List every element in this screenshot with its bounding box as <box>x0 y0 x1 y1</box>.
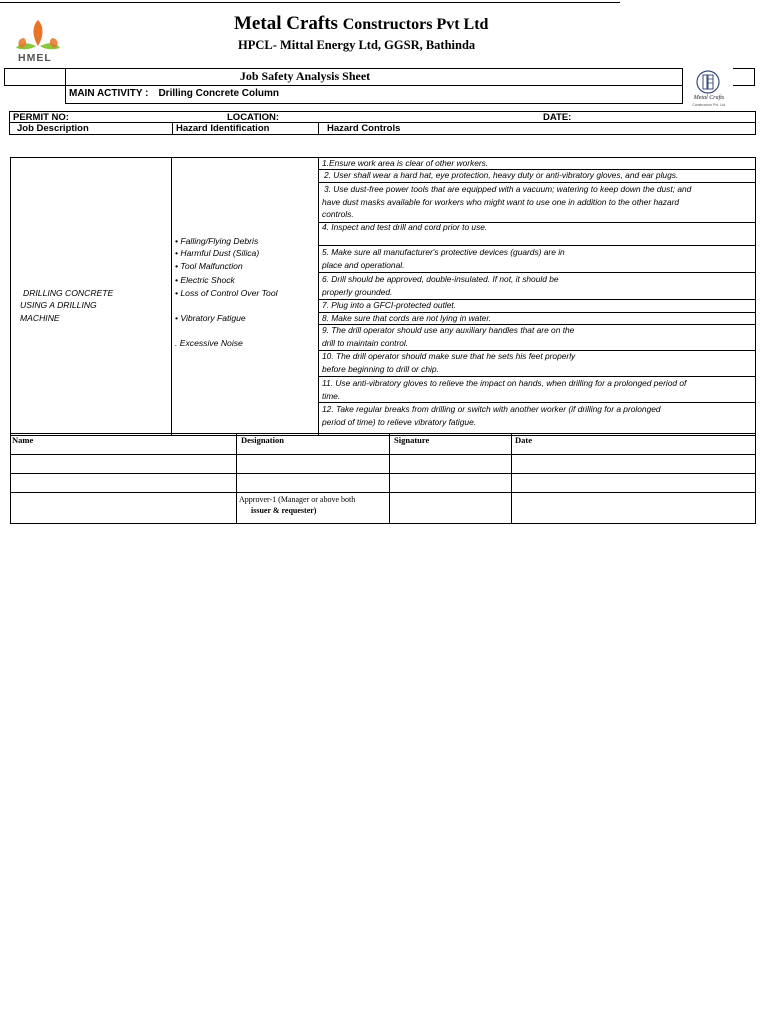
top-rule <box>0 2 620 3</box>
control-item-8 <box>322 312 752 325</box>
sig-row-divider <box>10 473 756 474</box>
hazard-item: • Falling/Flying Debris <box>175 236 259 246</box>
date-label: DATE: <box>543 112 572 123</box>
job-description-line: DRILLING CONCRETE <box>23 288 114 298</box>
control-line: 9. The drill operator should use any auxiliary handles that are on the <box>322 325 575 335</box>
control-item-3 <box>322 183 752 221</box>
header-divider-1 <box>172 122 173 135</box>
job-description-line: MACHINE <box>20 312 60 323</box>
control-line: 3. Use dust-free power tools that are equipped with a vacuum; watering to keep down the dust; and <box>324 184 692 194</box>
control-line: time. <box>322 390 341 401</box>
control-item-5 <box>322 246 752 271</box>
company-name <box>234 13 488 35</box>
control-line: 10. The drill operator should make sure that he sets his feet properly <box>322 351 576 361</box>
hazard-item: • Tool Malfunction <box>175 261 243 271</box>
table-divider-1 <box>171 157 172 435</box>
col-job-description: Job Description <box>17 123 89 134</box>
main-activity-label: MAIN ACTIVITY : <box>69 88 149 99</box>
control-line: place and operational. <box>322 259 405 270</box>
sig-divider-3 <box>511 433 512 524</box>
approver-label <box>239 494 389 516</box>
control-line: controls. <box>322 209 354 219</box>
col-hazard-identification: Hazard Identification <box>176 123 270 134</box>
control-item-10 <box>322 350 752 375</box>
hazard-item: • Harmful Dust (Silica) <box>175 248 260 258</box>
table-divider-2 <box>318 157 319 435</box>
control-line: 2. User shall wear a hard hat, eye protection, heavy duty or anti-vibratory gloves, and ear plugs. <box>324 170 679 180</box>
control-item-6 <box>322 273 752 298</box>
title-divider <box>65 85 683 86</box>
sig-col-date: Date <box>515 435 532 445</box>
job-description <box>20 287 160 324</box>
metal-crafts-logo-text: Metal Crafts <box>693 95 725 101</box>
control-line: have dust masks available for workers who might want to use one in addition to the other hazard <box>322 196 680 207</box>
control-line: 6. Drill should be approved, double-insulated. If not, it should be <box>322 274 559 284</box>
control-line: 11. Use anti-vibratory gloves to relieve the impact on hands, when drilling for a prolonged period of <box>322 378 687 388</box>
frame-right <box>733 68 755 86</box>
control-item-2 <box>322 169 752 182</box>
sig-row-divider <box>10 454 756 455</box>
col-hazard-controls: Hazard Controls <box>327 123 401 134</box>
hazard-item: • Electric Shock <box>175 275 235 285</box>
sig-divider-1 <box>236 433 237 524</box>
control-line: 1.Ensure work area is clear of other workers. <box>322 158 489 168</box>
company-name-main: Metal Crafts <box>234 13 338 34</box>
hazard-item: • Loss of Control Over Tool <box>175 288 278 298</box>
hmel-logo-text: HMEL <box>18 52 52 64</box>
control-item-7 <box>322 299 752 312</box>
sheet-title: Job Safety Analysis Sheet <box>239 69 371 83</box>
control-item-11 <box>322 377 752 402</box>
metal-crafts-logo-subtext: Constructors Pvt. Ltd. <box>692 103 726 107</box>
approver-line: issuer & requester) <box>251 506 317 515</box>
location-label: LOCATION: <box>227 112 280 123</box>
sig-row-divider <box>10 492 756 493</box>
company-subtitle: HPCL- Mittal Energy Ltd, GGSR, Bathinda <box>238 38 476 52</box>
control-item-9 <box>322 324 752 349</box>
sig-divider-2 <box>389 433 390 524</box>
control-item-4 <box>322 221 752 234</box>
control-line: 5. Make sure all manufacturer's protective devices (guards) are in <box>322 247 565 257</box>
control-line: 7. Plug into a GFCI-protected outlet. <box>322 300 457 310</box>
control-line: 4. Inspect and test drill and cord prior to use. <box>322 222 488 232</box>
frame-left <box>4 68 66 86</box>
control-line: before beginning to drill or chip. <box>322 363 439 374</box>
sig-col-designation: Designation <box>241 435 284 445</box>
permit-no-label: PERMIT NO: <box>13 112 69 123</box>
control-line: period of time) to relieve vibratory fatigue. <box>322 416 477 427</box>
control-line: 12. Take regular breaks from drilling or switch with another worker (if drilling for a prolonged <box>322 404 661 414</box>
control-line: 8. Make sure that cords are not lying in water. <box>322 313 492 323</box>
sig-col-name: Name <box>12 435 34 445</box>
sig-col-signature: Signature <box>394 435 430 445</box>
main-activity-value: Drilling Concrete Column <box>158 88 280 99</box>
approver-line: Approver-1 (Manager or above both <box>239 495 356 504</box>
hazard-item: . Excessive Noise <box>175 338 243 348</box>
control-line: properly grounded. <box>322 286 393 297</box>
job-description-line: USING A DRILLING <box>20 300 97 311</box>
company-name-rest: Constructors Pvt Ltd <box>342 16 489 33</box>
header-divider-2 <box>318 122 319 135</box>
control-line: drill to maintain control. <box>322 337 409 348</box>
hazard-item: • Vibratory Fatigue <box>175 313 246 323</box>
control-item-1 <box>322 157 752 170</box>
control-item-12 <box>322 403 752 428</box>
main-activity <box>69 88 279 99</box>
